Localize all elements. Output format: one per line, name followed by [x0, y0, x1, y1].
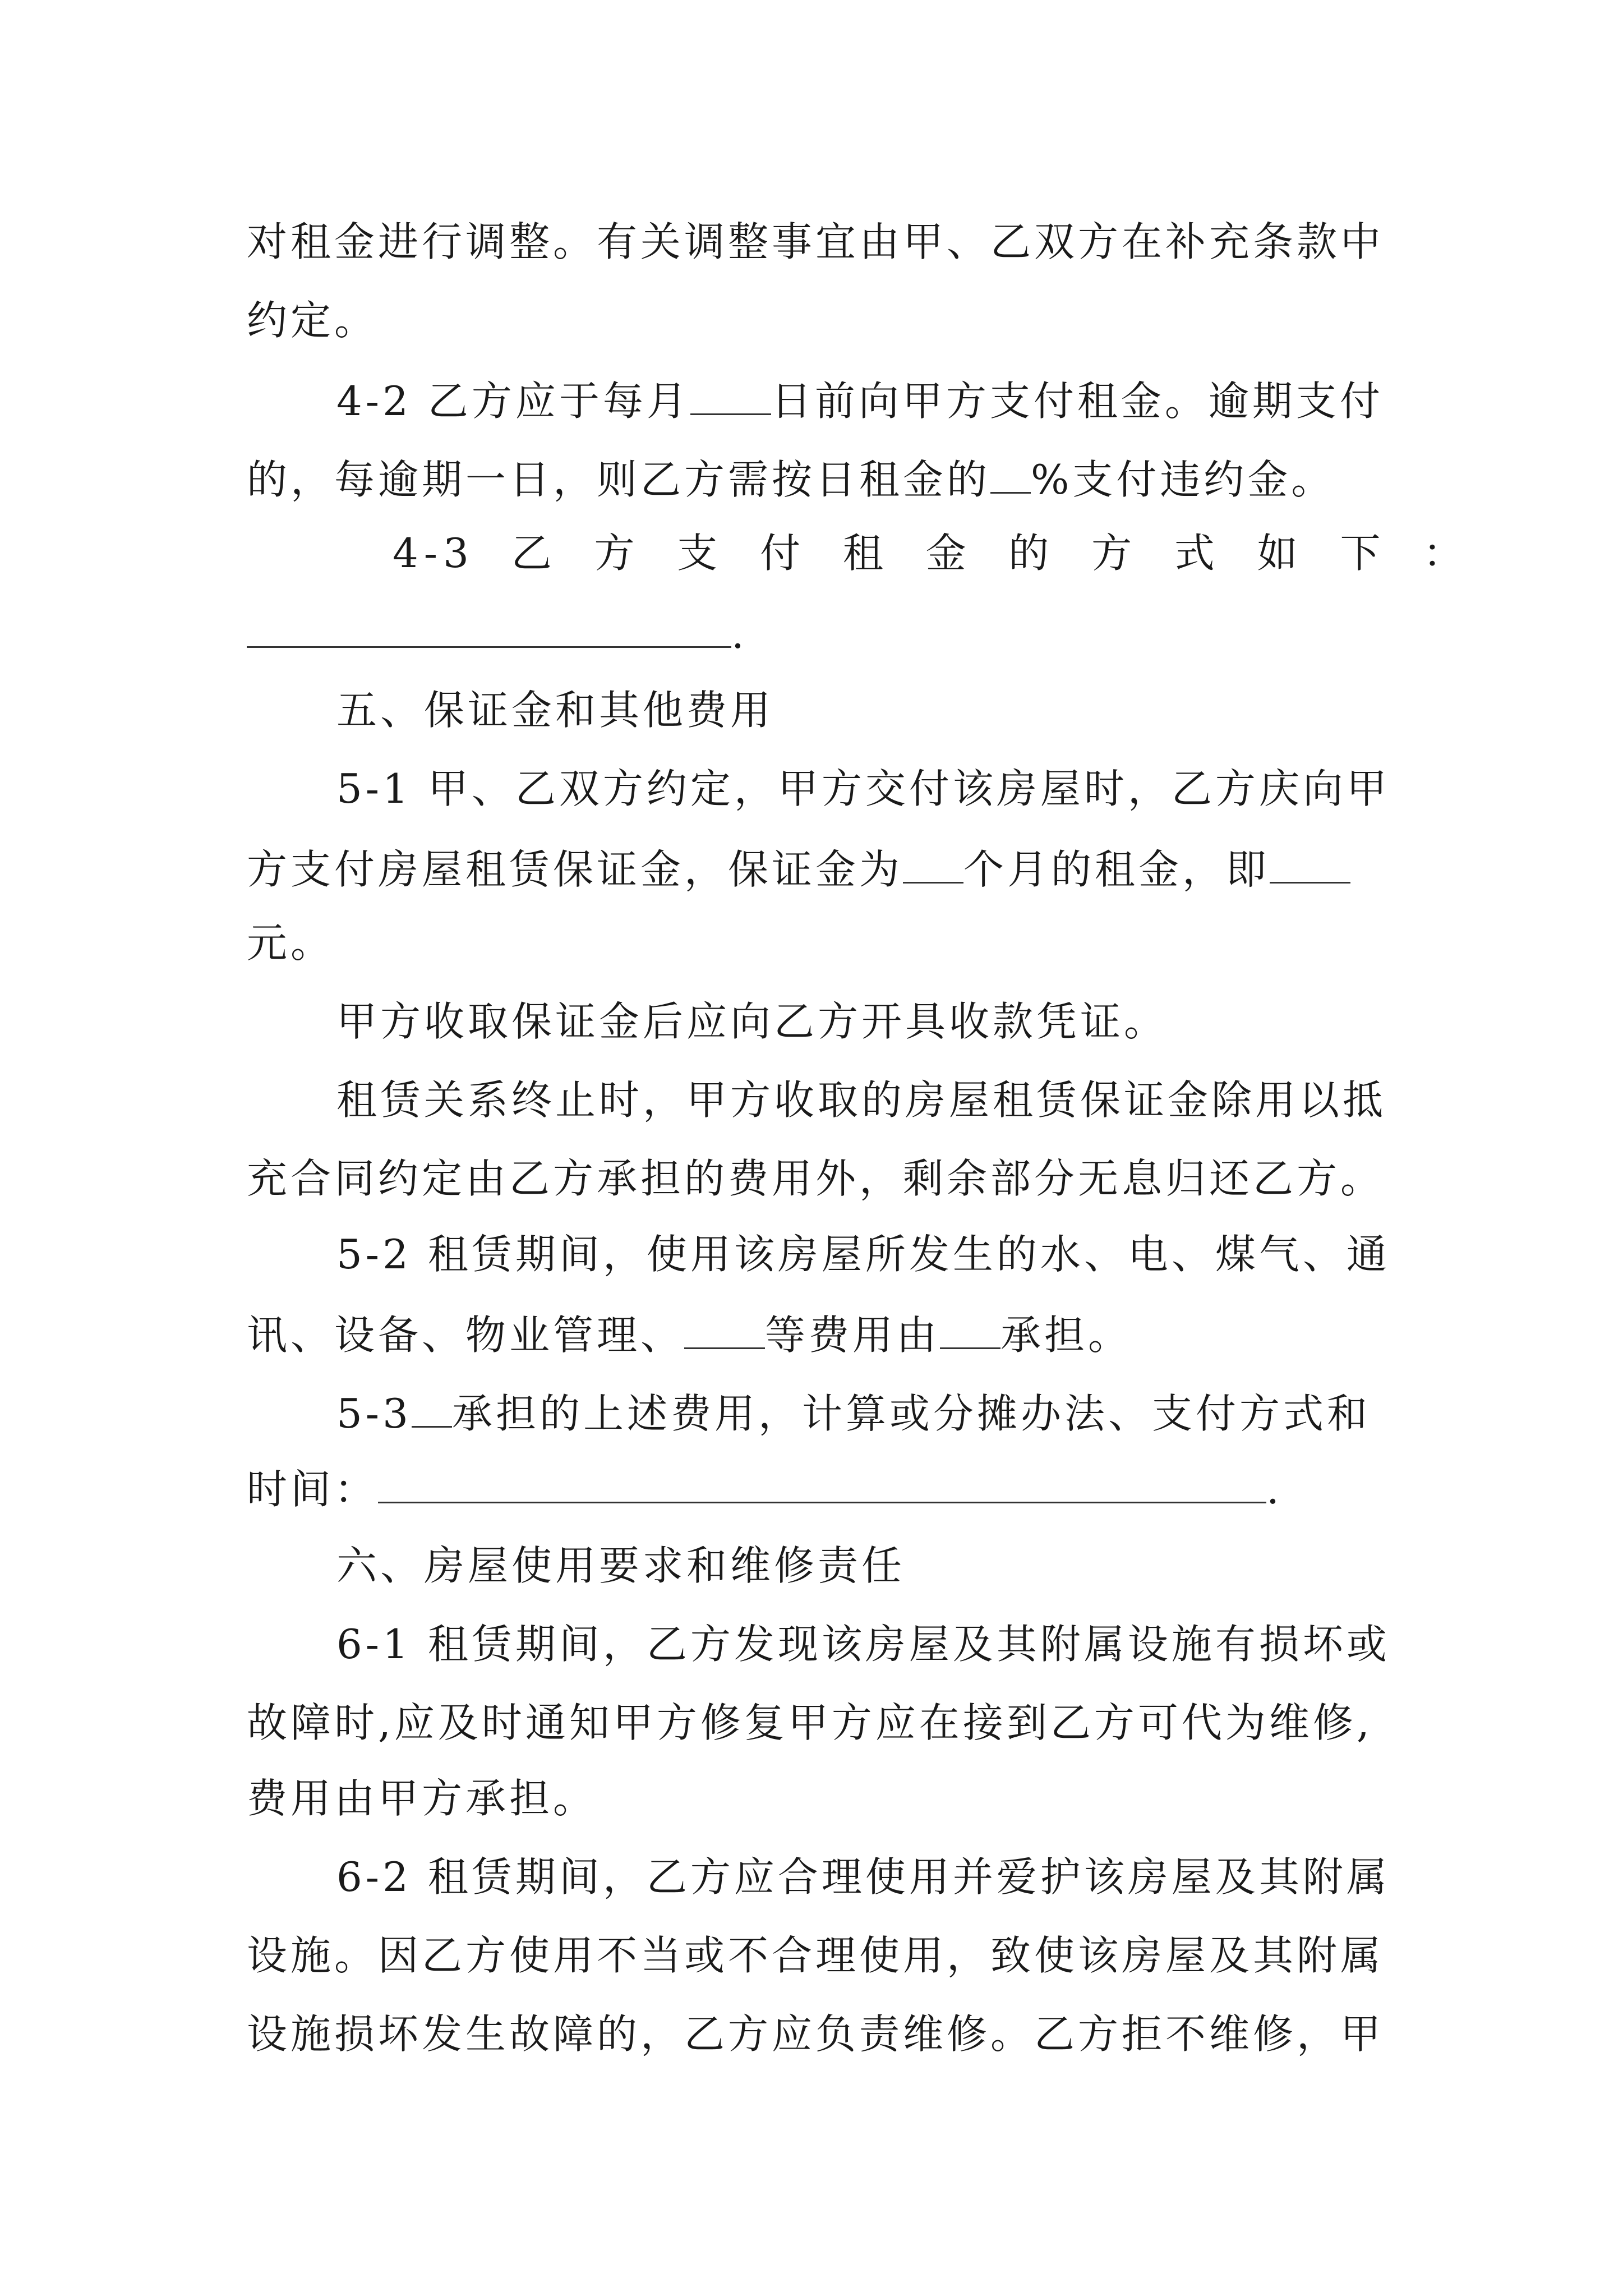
line-text: 承担的上述费用，计算或分摊办法、支付方式和 — [451, 1390, 1371, 1437]
text-line: 租赁关系终止时，甲方收取的房屋租赁保证金除用以抵 — [336, 1076, 1387, 1124]
fill-in-blank — [247, 611, 731, 648]
text-line: 甲方收取保证金后应向乙方开具收款凭证。 — [336, 998, 1168, 1045]
line-text: %支付违约金。 — [1031, 456, 1335, 503]
text-line: 充合同约定由乙方承担的费用外，剩余部分无息归还乙方。 — [247, 1155, 1385, 1202]
text-line: 约定。 — [247, 297, 379, 344]
fill-in-blank — [378, 1467, 1266, 1503]
line-text: 4-2 乙方应于每月 — [336, 378, 690, 425]
fill-in-blank — [1270, 847, 1350, 884]
line-text: 个月的租金，即 — [963, 846, 1270, 893]
line-text: 5-3 — [336, 1390, 412, 1437]
line-text: 日前向甲方支付租金。逾期支付 — [771, 378, 1384, 425]
fill-in-blank — [412, 1391, 452, 1428]
text-line: 6-1 租赁期间，乙方发现该房屋及其附属设施有损坏或 — [336, 1621, 1390, 1668]
text-line-with-blank — [247, 1312, 1132, 1359]
fill-in-blank — [690, 379, 771, 415]
fill-in-blank — [903, 847, 963, 884]
text-line: 费用由甲方承担。 — [247, 1775, 597, 1822]
line-text: 等费用由 — [765, 1312, 940, 1359]
text-line-with-blank — [247, 846, 1350, 893]
text-line-with-blank — [336, 1390, 1371, 1437]
text-line: 故障时,应及时通知甲方修复甲方应在接到乙方可代为维修, — [247, 1699, 1373, 1746]
fill-in-blank — [940, 1313, 1000, 1349]
text-line-with-blank — [336, 378, 1384, 425]
line-text: 讯、设备、物业管理、 — [247, 1312, 685, 1359]
text-line-with-blank — [247, 610, 748, 657]
fill-in-blank — [684, 1313, 765, 1349]
text-line-with-blank — [247, 1466, 1283, 1513]
line-text: 的，每逾期一日，则乙方需按日租金的 — [247, 456, 991, 503]
text-line: 5-2 租赁期间，使用该房屋所发生的水、电、煤气、通 — [336, 1231, 1390, 1278]
text-line: 4-3 乙 方 支 付 租 金 的 方 式 如 下 ： — [393, 530, 1469, 577]
text-line: 5-1 甲、乙双方约定，甲方交付该房屋时，乙方庆向甲 — [336, 765, 1390, 812]
line-text: 方支付房屋租赁保证金，保证金为 — [247, 846, 903, 893]
text-line-with-blank — [247, 456, 1335, 503]
text-line: 设施。因乙方使用不当或不合理使用，致使该房屋及其附属 — [247, 1932, 1385, 1979]
text-line: 元。 — [247, 919, 335, 967]
line-text: 时间： — [247, 1466, 379, 1513]
section-heading: 五、保证金和其他费用 — [336, 687, 774, 734]
fill-in-blank — [990, 457, 1031, 494]
text-line: 对租金进行调整。有关调整事宜由甲、乙双方在补充条款中 — [247, 218, 1385, 265]
section-heading: 六、房屋使用要求和维修责任 — [336, 1542, 906, 1589]
line-text: . — [1266, 1466, 1283, 1513]
text-line: 设施损坏发生故障的，乙方应负责维修。乙方拒不维修，甲 — [247, 2010, 1385, 2058]
line-text: . — [731, 610, 748, 657]
line-text: 承担。 — [1000, 1312, 1132, 1359]
text-line: 6-2 租赁期间，乙方应合理使用并爱护该房屋及其附属 — [336, 1853, 1390, 1901]
